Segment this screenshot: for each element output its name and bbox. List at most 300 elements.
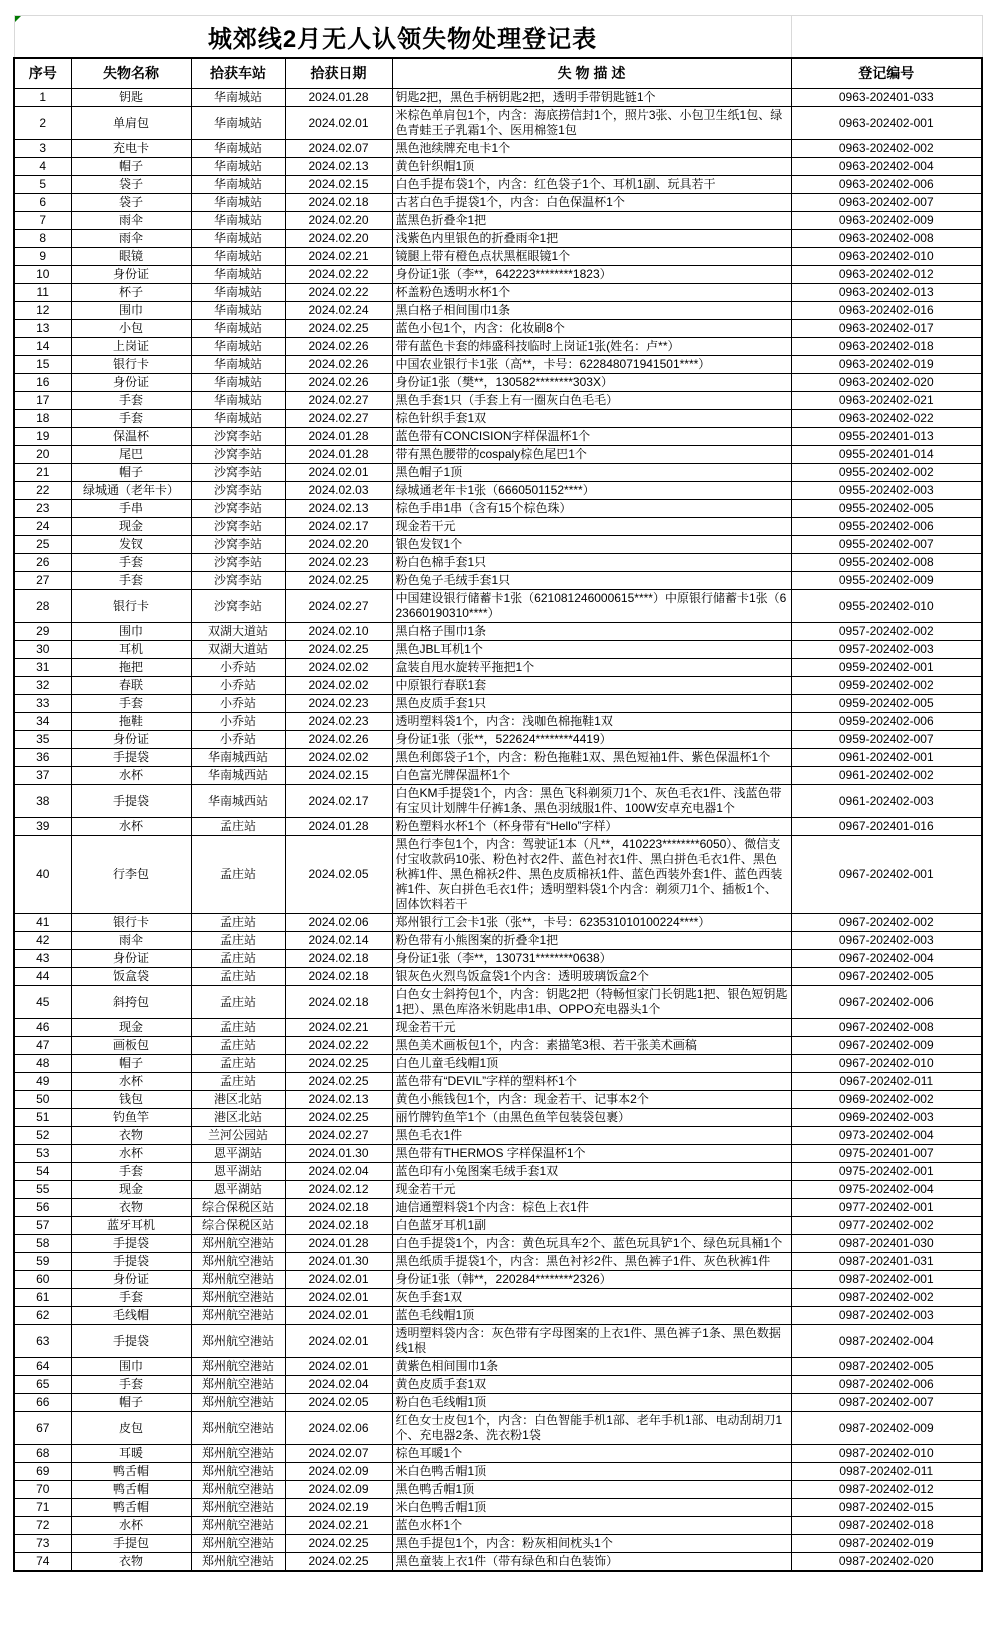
cell-item-name: 银行卡 (71, 356, 191, 374)
cell-station: 华南城站 (191, 392, 285, 410)
cell-item-name: 单肩包 (71, 107, 191, 140)
cell-date: 2024.02.18 (285, 986, 392, 1019)
cell-station: 孟庄站 (191, 1037, 285, 1055)
cell-item-name: 帽子 (71, 1394, 191, 1412)
cell-date: 2024.02.07 (285, 140, 392, 158)
lost-items-table (13, 15, 983, 1572)
cell-registration-number: 0963-202402-019 (791, 356, 982, 374)
cell-description: 白色KM手提袋1个，内含：黑色飞科剃须刀1个、灰色毛衣1件、浅蓝色带有宝贝计划牌牛仔裤1条、黑色羽绒服1件、100W安卓充电器1个 (392, 785, 791, 818)
cell-registration-number: 0963-202402-018 (791, 338, 982, 356)
cell-index: 47 (14, 1037, 71, 1055)
cell-description: 杯盖粉色透明水杯1个 (392, 284, 791, 302)
cell-registration-number: 0955-202401-013 (791, 428, 982, 446)
cell-description: 蓝色水杯1个 (392, 1517, 791, 1535)
cell-description: 古茗白色手提袋1个，内含：白色保温杯1个 (392, 194, 791, 212)
cell-description: 黑色毛衣1件 (392, 1127, 791, 1145)
cell-index: 34 (14, 713, 71, 731)
cell-date: 2024.02.27 (285, 392, 392, 410)
cell-station: 华南城站 (191, 356, 285, 374)
table-row (14, 1553, 982, 1572)
cell-registration-number: 0963-202401-033 (791, 89, 982, 107)
table-row (14, 212, 982, 230)
cell-station: 郑州航空港站 (191, 1289, 285, 1307)
cell-index: 44 (14, 968, 71, 986)
cell-date: 2024.02.24 (285, 302, 392, 320)
cell-description: 黄色针织帽1顶 (392, 158, 791, 176)
cell-description: 黑色带有THERMOS 字样保温杯1个 (392, 1145, 791, 1163)
cell-index: 56 (14, 1199, 71, 1217)
cell-registration-number: 0987-202402-011 (791, 1463, 982, 1481)
cell-index: 39 (14, 818, 71, 836)
cell-description: 粉色塑料水杯1个（杯身带有“Hello”字样） (392, 818, 791, 836)
cell-index: 9 (14, 248, 71, 266)
table-row (14, 749, 982, 767)
cell-index: 45 (14, 986, 71, 1019)
table-row (14, 1325, 982, 1358)
cell-index: 8 (14, 230, 71, 248)
cell-date: 2024.01.30 (285, 1253, 392, 1271)
cell-registration-number: 0955-202402-010 (791, 590, 982, 623)
cell-station: 华南城站 (191, 302, 285, 320)
cell-registration-number: 0955-202402-009 (791, 572, 982, 590)
table-row (14, 914, 982, 932)
cell-date: 2024.02.25 (285, 1109, 392, 1127)
table-row (14, 338, 982, 356)
cell-registration-number: 0955-202402-002 (791, 464, 982, 482)
cell-item-name: 现金 (71, 518, 191, 536)
table-row (14, 1055, 982, 1073)
cell-registration-number: 0973-202402-004 (791, 1127, 982, 1145)
cell-registration-number: 0963-202402-021 (791, 392, 982, 410)
cell-date: 2024.02.09 (285, 1481, 392, 1499)
cell-station: 综合保税区站 (191, 1217, 285, 1235)
cell-station: 孟庄站 (191, 1073, 285, 1091)
cell-index: 16 (14, 374, 71, 392)
cell-item-name: 衣物 (71, 1553, 191, 1572)
table-row (14, 1499, 982, 1517)
cell-index: 36 (14, 749, 71, 767)
cell-station: 小乔站 (191, 713, 285, 731)
cell-item-name: 斜挎包 (71, 986, 191, 1019)
cell-description: 粉色带有小熊图案的折叠伞1把 (392, 932, 791, 950)
cell-registration-number: 0987-202402-019 (791, 1535, 982, 1553)
cell-date: 2024.02.04 (285, 1163, 392, 1181)
table-row (14, 677, 982, 695)
cell-station: 华南城站 (191, 230, 285, 248)
cell-registration-number: 0963-202402-012 (791, 266, 982, 284)
cell-station: 小乔站 (191, 731, 285, 749)
cell-description: 现金若干元 (392, 1181, 791, 1199)
cell-station: 华南城西站 (191, 767, 285, 785)
cell-date: 2024.02.25 (285, 320, 392, 338)
cell-item-name: 手套 (71, 1376, 191, 1394)
cell-station: 郑州航空港站 (191, 1412, 285, 1445)
cell-date: 2024.02.02 (285, 659, 392, 677)
cell-item-name: 拖鞋 (71, 713, 191, 731)
lost-and-found-registry-sheet (13, 15, 983, 1572)
cell-item-name: 钱包 (71, 1091, 191, 1109)
cell-description: 中原银行春联1套 (392, 677, 791, 695)
cell-date: 2024.02.18 (285, 1199, 392, 1217)
cell-index: 31 (14, 659, 71, 677)
cell-station: 华南城站 (191, 410, 285, 428)
cell-station: 郑州航空港站 (191, 1463, 285, 1481)
cell-registration-number: 0963-202402-002 (791, 140, 982, 158)
cell-station: 港区北站 (191, 1109, 285, 1127)
cell-item-name: 手提包 (71, 1535, 191, 1553)
cell-description: 黑色鸭舌帽1顶 (392, 1481, 791, 1499)
table-row (14, 140, 982, 158)
table-row (14, 518, 982, 536)
cell-item-name: 雨伞 (71, 212, 191, 230)
cell-description: 浅紫色内里银色的折叠雨伞1把 (392, 230, 791, 248)
cell-date: 2024.02.18 (285, 1217, 392, 1235)
table-row (14, 1145, 982, 1163)
cell-item-name: 眼镜 (71, 248, 191, 266)
cell-station: 郑州航空港站 (191, 1445, 285, 1463)
cell-item-name: 围巾 (71, 1358, 191, 1376)
cell-description: 黑色手套1只（手套上有一圈灰白色毛毛） (392, 392, 791, 410)
cell-station: 华南城站 (191, 284, 285, 302)
table-row (14, 1217, 982, 1235)
cell-description: 银灰色火烈鸟饭盒袋1个内含：透明玻璃饭盒2个 (392, 968, 791, 986)
cell-date: 2024.02.27 (285, 590, 392, 623)
cell-date: 2024.02.14 (285, 932, 392, 950)
cell-description: 身份证1张（李**，130731********0638） (392, 950, 791, 968)
cell-date: 2024.02.23 (285, 554, 392, 572)
cell-index: 2 (14, 107, 71, 140)
cell-item-name: 手套 (71, 410, 191, 428)
cell-registration-number: 0963-202402-001 (791, 107, 982, 140)
column-header-index: 序号 (14, 58, 71, 89)
cell-date: 2024.02.01 (285, 464, 392, 482)
cell-description: 镜腿上带有橙色点状黑框眼镜1个 (392, 248, 791, 266)
cell-item-name: 钓鱼竿 (71, 1109, 191, 1127)
title-row (14, 16, 982, 58)
cell-registration-number: 0963-202402-016 (791, 302, 982, 320)
cell-date: 2024.01.30 (285, 1145, 392, 1163)
cell-item-name: 身份证 (71, 1271, 191, 1289)
cell-item-name: 银行卡 (71, 590, 191, 623)
cell-date: 2024.02.17 (285, 518, 392, 536)
cell-station: 郑州航空港站 (191, 1325, 285, 1358)
cell-registration-number: 0961-202402-001 (791, 749, 982, 767)
cell-date: 2024.02.21 (285, 1019, 392, 1037)
cell-index: 3 (14, 140, 71, 158)
cell-date: 2024.02.01 (285, 1307, 392, 1325)
cell-date: 2024.02.22 (285, 284, 392, 302)
cell-registration-number: 0963-202402-020 (791, 374, 982, 392)
table-row (14, 158, 982, 176)
cell-date: 2024.02.01 (285, 107, 392, 140)
cell-station: 小乔站 (191, 695, 285, 713)
cell-date: 2024.02.23 (285, 713, 392, 731)
cell-item-name: 手套 (71, 695, 191, 713)
cell-description: 蓝色小包1个，内含：化妆刷8个 (392, 320, 791, 338)
cell-station: 郑州航空港站 (191, 1499, 285, 1517)
cell-date: 2024.02.13 (285, 1091, 392, 1109)
cell-date: 2024.01.28 (285, 446, 392, 464)
cell-station: 沙窝李站 (191, 554, 285, 572)
table-row (14, 500, 982, 518)
cell-date: 2024.02.25 (285, 1073, 392, 1091)
table-row (14, 428, 982, 446)
cell-station: 孟庄站 (191, 1055, 285, 1073)
cell-date: 2024.02.05 (285, 1394, 392, 1412)
cell-index: 73 (14, 1535, 71, 1553)
cell-registration-number: 0961-202402-003 (791, 785, 982, 818)
cell-item-name: 身份证 (71, 731, 191, 749)
cell-description: 盒装自甩水旋转平拖把1个 (392, 659, 791, 677)
table-row (14, 302, 982, 320)
cell-station: 华南城站 (191, 107, 285, 140)
cell-description: 黑色帽子1顶 (392, 464, 791, 482)
cell-index: 48 (14, 1055, 71, 1073)
cell-station: 孟庄站 (191, 818, 285, 836)
table-row (14, 89, 982, 107)
cell-description: 黑色纸质手提袋1个，内含：黑色衬衫2件、黑色裤子1件、灰色秋裤1件 (392, 1253, 791, 1271)
cell-date: 2024.02.19 (285, 1499, 392, 1517)
cell-index: 72 (14, 1517, 71, 1535)
cell-station: 华南城站 (191, 89, 285, 107)
table-row (14, 1091, 982, 1109)
cell-item-name: 钥匙 (71, 89, 191, 107)
cell-registration-number: 0975-202402-001 (791, 1163, 982, 1181)
cell-item-name: 现金 (71, 1181, 191, 1199)
cell-registration-number: 0963-202402-010 (791, 248, 982, 266)
table-row (14, 284, 982, 302)
cell-item-name: 衣物 (71, 1127, 191, 1145)
table-row (14, 836, 982, 914)
cell-index: 22 (14, 482, 71, 500)
table-row (14, 641, 982, 659)
cell-date: 2024.02.18 (285, 968, 392, 986)
cell-item-name: 手提袋 (71, 749, 191, 767)
cell-station: 沙窝李站 (191, 500, 285, 518)
cell-date: 2024.02.03 (285, 482, 392, 500)
table-row (14, 590, 982, 623)
cell-index: 51 (14, 1109, 71, 1127)
cell-registration-number: 0955-202402-008 (791, 554, 982, 572)
cell-item-name: 手套 (71, 1163, 191, 1181)
cell-description: 黑白格子围巾1条 (392, 623, 791, 641)
cell-item-name: 上岗证 (71, 338, 191, 356)
cell-description: 米白色鸭舌帽1顶 (392, 1463, 791, 1481)
cell-station: 孟庄站 (191, 914, 285, 932)
cell-index: 11 (14, 284, 71, 302)
cell-index: 27 (14, 572, 71, 590)
cell-index: 33 (14, 695, 71, 713)
cell-station: 华南城站 (191, 212, 285, 230)
cell-date: 2024.02.22 (285, 266, 392, 284)
cell-description: 黑色行李包1个，内含：驾驶证1本（凡**，410223********6050）、微信支付宝收款码10张、粉色衬衣2件、蓝色衬衣1件、黑白拼色毛衣1件、黑色秋裤1件、黑色棉袄2件、黑色皮质棉袄1件、蓝色西装外套1件、蓝色西装裤1件、灰白拼色毛衣1件；透明塑料袋1个内含：剃须刀1个、插板1个、固体饮料若干 (392, 836, 791, 914)
cell-description: 粉白色毛线帽1顶 (392, 1394, 791, 1412)
cell-date: 2024.02.20 (285, 230, 392, 248)
cell-item-name: 保温杯 (71, 428, 191, 446)
cell-registration-number: 0977-202402-001 (791, 1199, 982, 1217)
cell-description: 蓝色印有小兔图案毛绒手套1双 (392, 1163, 791, 1181)
cell-index: 10 (14, 266, 71, 284)
cell-item-name: 袋子 (71, 194, 191, 212)
cell-description: 蓝色带有CONCISION字样保温杯1个 (392, 428, 791, 446)
table-row (14, 1412, 982, 1445)
cell-description: 黑色美术画板包1个，内含：素描笔3根、若干张美术画稿 (392, 1037, 791, 1055)
table-row (14, 446, 982, 464)
cell-registration-number: 0987-202402-018 (791, 1517, 982, 1535)
cell-station: 郑州航空港站 (191, 1517, 285, 1535)
cell-registration-number: 0987-202402-012 (791, 1481, 982, 1499)
table-row (14, 1376, 982, 1394)
cell-description: 黄紫色相间围巾1条 (392, 1358, 791, 1376)
cell-item-name: 围巾 (71, 302, 191, 320)
cell-item-name: 手套 (71, 572, 191, 590)
table-row (14, 767, 982, 785)
cell-registration-number: 0987-202402-002 (791, 1289, 982, 1307)
cell-index: 13 (14, 320, 71, 338)
cell-station: 郑州航空港站 (191, 1253, 285, 1271)
cell-item-name: 雨伞 (71, 230, 191, 248)
cell-date: 2024.02.25 (285, 1553, 392, 1572)
title-empty-cell (791, 16, 982, 58)
table-row (14, 1019, 982, 1037)
table-row (14, 623, 982, 641)
cell-date: 2024.01.28 (285, 818, 392, 836)
cell-index: 25 (14, 536, 71, 554)
cell-item-name: 现金 (71, 1019, 191, 1037)
cell-description: 白色儿童毛线帽1顶 (392, 1055, 791, 1073)
table-row (14, 482, 982, 500)
cell-station: 郑州航空港站 (191, 1307, 285, 1325)
table-row (14, 536, 982, 554)
table-row (14, 1463, 982, 1481)
cell-item-name: 春联 (71, 677, 191, 695)
cell-item-name: 水杯 (71, 1517, 191, 1535)
cell-registration-number: 0967-202401-016 (791, 818, 982, 836)
cell-station: 沙窝李站 (191, 518, 285, 536)
cell-index: 61 (14, 1289, 71, 1307)
cell-item-name: 耳暖 (71, 1445, 191, 1463)
cell-index: 66 (14, 1394, 71, 1412)
cell-date: 2024.02.01 (285, 1289, 392, 1307)
table-row (14, 986, 982, 1019)
cell-date: 2024.02.06 (285, 1412, 392, 1445)
table-row (14, 1109, 982, 1127)
cell-registration-number: 0963-202402-004 (791, 158, 982, 176)
cell-station: 郑州航空港站 (191, 1235, 285, 1253)
cell-item-name: 水杯 (71, 767, 191, 785)
cell-date: 2024.01.28 (285, 428, 392, 446)
cell-description: 米白色鸭舌帽1顶 (392, 1499, 791, 1517)
table-row (14, 1271, 982, 1289)
cell-date: 2024.02.25 (285, 1055, 392, 1073)
cell-index: 59 (14, 1253, 71, 1271)
cell-station: 沙窝李站 (191, 428, 285, 446)
table-row (14, 785, 982, 818)
cell-item-name: 耳机 (71, 641, 191, 659)
cell-station: 小乔站 (191, 659, 285, 677)
cell-index: 4 (14, 158, 71, 176)
cell-station: 港区北站 (191, 1091, 285, 1109)
cell-description: 蓝黑色折叠伞1把 (392, 212, 791, 230)
table-row (14, 695, 982, 713)
cell-description: 带有黑色腰带的cospaly棕色尾巴1个 (392, 446, 791, 464)
cell-index: 14 (14, 338, 71, 356)
cell-date: 2024.02.10 (285, 623, 392, 641)
cell-date: 2024.02.20 (285, 536, 392, 554)
table-row (14, 1289, 982, 1307)
cell-item-name: 手提袋 (71, 1235, 191, 1253)
table-row (14, 266, 982, 284)
cell-registration-number: 0963-202402-008 (791, 230, 982, 248)
cell-index: 50 (14, 1091, 71, 1109)
cell-date: 2024.02.25 (285, 572, 392, 590)
page-title-text: 城郊线2月无人认领失物处理登记表 (207, 25, 598, 53)
cell-registration-number: 0967-202402-011 (791, 1073, 982, 1091)
cell-date: 2024.02.27 (285, 1127, 392, 1145)
table-row (14, 818, 982, 836)
cell-date: 2024.02.09 (285, 1463, 392, 1481)
cell-index: 46 (14, 1019, 71, 1037)
cell-registration-number: 0963-202402-013 (791, 284, 982, 302)
table-row (14, 1037, 982, 1055)
table-row (14, 1358, 982, 1376)
cell-description: 米棕色单肩包1个，内含：海底捞信封1个，照片3张、小包卫生纸1包、绿色青蛙王子乳霜1个、医用棉签1包 (392, 107, 791, 140)
cell-station: 郑州航空港站 (191, 1535, 285, 1553)
cell-description: 中国建设银行储蓄卡1张（621081246000615****）中原银行储蓄卡1张（623660190310****） (392, 590, 791, 623)
cell-index: 62 (14, 1307, 71, 1325)
cell-index: 42 (14, 932, 71, 950)
cell-item-name: 拖把 (71, 659, 191, 677)
cell-description: 黑色JBL耳机1个 (392, 641, 791, 659)
cell-description: 身份证1张（张**，522624********4419） (392, 731, 791, 749)
column-header-registration-number: 登记编号 (791, 58, 982, 89)
cell-station: 沙窝李站 (191, 482, 285, 500)
cell-station: 华南城站 (191, 338, 285, 356)
cell-index: 26 (14, 554, 71, 572)
cell-station: 华南城站 (191, 158, 285, 176)
table-row (14, 176, 982, 194)
cell-description: 棕色针织手套1双 (392, 410, 791, 428)
cell-station: 双湖大道站 (191, 623, 285, 641)
cell-description: 白色手提布袋1个，内含：红色袋子1个、耳机1副、玩具若干 (392, 176, 791, 194)
cell-index: 24 (14, 518, 71, 536)
cell-item-name: 行李包 (71, 836, 191, 914)
cell-station: 双湖大道站 (191, 641, 285, 659)
cell-date: 2024.02.23 (285, 695, 392, 713)
cell-description: 蓝色毛线帽1顶 (392, 1307, 791, 1325)
cell-description: 黑色童装上衣1件（带有绿色和白色装饰） (392, 1553, 791, 1572)
cell-index: 43 (14, 950, 71, 968)
table-row (14, 1199, 982, 1217)
table-row (14, 392, 982, 410)
cell-registration-number: 0957-202402-002 (791, 623, 982, 641)
cell-description: 黑色利郎袋子1个，内含：粉色拖鞋1双、黑色短袖1件、紫色保温杯1个 (392, 749, 791, 767)
cell-date: 2024.02.01 (285, 1271, 392, 1289)
cell-description: 现金若干元 (392, 1019, 791, 1037)
cell-registration-number: 0967-202402-003 (791, 932, 982, 950)
table-row (14, 950, 982, 968)
cell-index: 41 (14, 914, 71, 932)
cell-station: 华南城站 (191, 140, 285, 158)
cell-station: 郑州航空港站 (191, 1481, 285, 1499)
cell-station: 孟庄站 (191, 986, 285, 1019)
cell-registration-number: 0987-202402-010 (791, 1445, 982, 1463)
cell-station: 沙窝李站 (191, 572, 285, 590)
cell-station: 华南城站 (191, 266, 285, 284)
cell-date: 2024.02.13 (285, 500, 392, 518)
cell-item-name: 水杯 (71, 818, 191, 836)
cell-registration-number: 0987-202402-005 (791, 1358, 982, 1376)
